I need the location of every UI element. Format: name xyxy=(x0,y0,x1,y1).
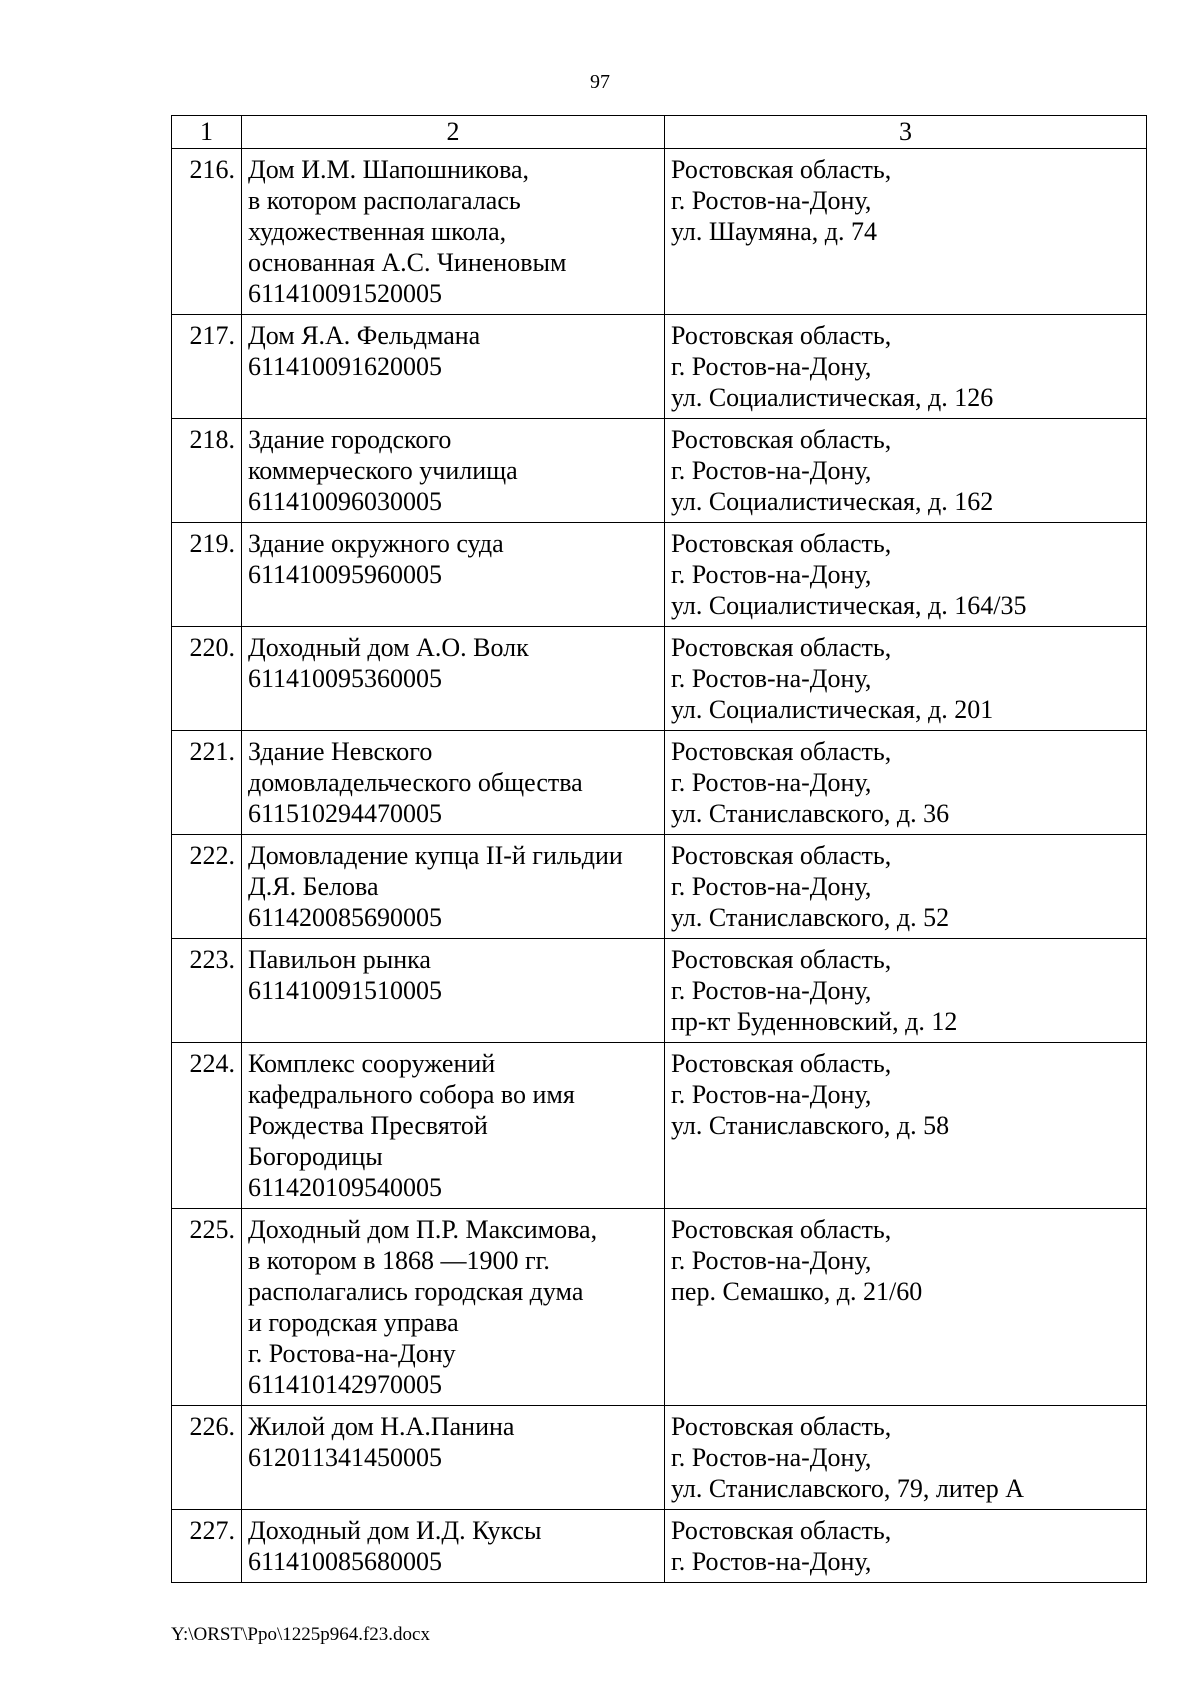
object-address-line: Ростовская область, xyxy=(671,321,892,350)
object-address-line: г. Ростов-на-Дону, xyxy=(671,768,872,797)
object-address-cell xyxy=(665,419,1147,523)
object-address-line: ул. Станиславского, д. 52 xyxy=(671,903,950,932)
row-number: 224. xyxy=(172,1043,242,1209)
footer-file-path: Y:\ORST\Ppo\1225p964.f23.docx xyxy=(171,1624,430,1645)
row-number: 222. xyxy=(172,835,242,939)
object-address-line: ул. Социалистическая, д. 126 xyxy=(671,383,994,412)
object-name-cell xyxy=(242,1209,665,1406)
object-name-line: основанная А.С. Чиненовым xyxy=(248,248,567,277)
page-number: 97 xyxy=(590,71,610,93)
object-address-line: Ростовская область, xyxy=(671,529,892,558)
object-name-line: Богородицы xyxy=(248,1142,383,1171)
object-address-cell xyxy=(665,1510,1147,1583)
object-name-line: Домовладение купца II-й гильдии xyxy=(248,841,623,870)
object-name-line: коммерческого училища xyxy=(248,456,518,485)
object-address-line: ул. Социалистическая, д. 201 xyxy=(671,695,994,724)
object-address-line: Ростовская область, xyxy=(671,633,892,662)
table-row xyxy=(172,1406,1147,1510)
object-address-line: ул. Станиславского, 79, литер А xyxy=(671,1474,1024,1503)
object-address-cell xyxy=(665,523,1147,627)
object-address-line: Ростовская область, xyxy=(671,155,892,184)
table-row xyxy=(172,1043,1147,1209)
object-address-line: Ростовская область, xyxy=(671,1215,892,1244)
object-name-cell xyxy=(242,1406,665,1510)
row-number: 217. xyxy=(172,315,242,419)
object-address-cell xyxy=(665,939,1147,1043)
object-address-cell xyxy=(665,1209,1147,1406)
object-address-cell xyxy=(665,1406,1147,1510)
object-address-line: Ростовская область, xyxy=(671,945,892,974)
object-address-cell xyxy=(665,149,1147,315)
column-header-name: 2 xyxy=(242,116,665,149)
row-number: 227. xyxy=(172,1510,242,1583)
object-name-line: в котором располагалась xyxy=(248,186,521,215)
object-name-cell xyxy=(242,835,665,939)
object-name-line: 611410095360005 xyxy=(248,664,443,693)
row-number: 226. xyxy=(172,1406,242,1510)
object-name-line: г. Ростова-на-Дону xyxy=(248,1339,456,1368)
object-address-line: г. Ростов-на-Дону, xyxy=(671,664,872,693)
object-name-line: Д.Я. Белова xyxy=(248,872,379,901)
object-address-line: пр-кт Буденновский, д. 12 xyxy=(671,1007,958,1036)
object-name-cell xyxy=(242,315,665,419)
row-number: 221. xyxy=(172,731,242,835)
object-address-line: Ростовская область, xyxy=(671,1049,892,1078)
table-row xyxy=(172,1209,1147,1406)
table-header-row xyxy=(172,116,1147,149)
object-address-line: г. Ростов-на-Дону, xyxy=(671,872,872,901)
object-address-line: г. Ростов-на-Дону, xyxy=(671,560,872,589)
object-name-line: Дом Я.А. Фельдмана xyxy=(248,321,481,350)
object-name-cell xyxy=(242,523,665,627)
heritage-registry-table xyxy=(171,115,1147,1583)
object-name-line: 611410091620005 xyxy=(248,352,443,381)
table-row xyxy=(172,1510,1147,1583)
object-address-line: г. Ростов-на-Дону, xyxy=(671,186,872,215)
object-address-line: Ростовская область, xyxy=(671,737,892,766)
row-number: 225. xyxy=(172,1209,242,1406)
row-number: 219. xyxy=(172,523,242,627)
object-name-cell xyxy=(242,1510,665,1583)
column-header-address: 3 xyxy=(665,116,1147,149)
row-number: 223. xyxy=(172,939,242,1043)
object-name-line: Здание Невского xyxy=(248,737,433,766)
object-address-line: ул. Социалистическая, д. 162 xyxy=(671,487,994,516)
object-name-line: Доходный дом А.О. Волк xyxy=(248,633,529,662)
object-address-line: ул. Шаумяна, д. 74 xyxy=(671,217,878,246)
object-address-line: ул. Станиславского, д. 36 xyxy=(671,799,950,828)
column-header-number: 1 xyxy=(172,116,242,149)
object-address-cell xyxy=(665,1043,1147,1209)
object-address-line: Ростовская область, xyxy=(671,1412,892,1441)
table-row xyxy=(172,419,1147,523)
row-number: 216. xyxy=(172,149,242,315)
table-row xyxy=(172,835,1147,939)
object-name-cell xyxy=(242,149,665,315)
table-row xyxy=(172,731,1147,835)
object-address-line: Ростовская область, xyxy=(671,425,892,454)
table-row xyxy=(172,149,1147,315)
object-name-cell xyxy=(242,731,665,835)
table-row xyxy=(172,523,1147,627)
object-address-line: г. Ростов-на-Дону, xyxy=(671,1246,872,1275)
object-address-cell xyxy=(665,315,1147,419)
object-name-cell xyxy=(242,419,665,523)
object-name-line: располагались городская дума xyxy=(248,1277,584,1306)
object-address-line: г. Ростов-на-Дону, xyxy=(671,456,872,485)
object-address-line: г. Ростов-на-Дону, xyxy=(671,352,872,381)
object-name-line: 611420085690005 xyxy=(248,903,443,932)
object-address-cell xyxy=(665,731,1147,835)
object-address-line: ул. Станиславского, д. 58 xyxy=(671,1111,950,1140)
object-name-line: Дом И.М. Шапошникова, xyxy=(248,155,530,184)
object-address-line: пер. Семашко, д. 21/60 xyxy=(671,1277,923,1306)
object-name-line: Жилой дом Н.А.Панина xyxy=(248,1412,515,1441)
object-name-line: 611410096030005 xyxy=(248,487,443,516)
object-name-line: Здание городского xyxy=(248,425,452,454)
object-address-line: Ростовская область, xyxy=(671,1516,892,1545)
table-row xyxy=(172,627,1147,731)
object-name-line: 611410095960005 xyxy=(248,560,443,589)
object-name-line: художественная школа, xyxy=(248,217,507,246)
object-name-line: 611510294470005 xyxy=(248,799,443,828)
object-name-line: Доходный дом И.Д. Куксы xyxy=(248,1516,542,1545)
object-name-cell xyxy=(242,939,665,1043)
object-address-line: г. Ростов-на-Дону, xyxy=(671,1547,872,1576)
object-address-line: ул. Социалистическая, д. 164/35 xyxy=(671,591,1027,620)
object-address-cell xyxy=(665,627,1147,731)
object-name-line: Доходный дом П.Р. Максимова, xyxy=(248,1215,598,1244)
object-name-line: домовладельческого общества xyxy=(248,768,583,797)
object-address-line: г. Ростов-на-Дону, xyxy=(671,1443,872,1472)
object-name-cell xyxy=(242,627,665,731)
object-name-line: Здание окружного суда xyxy=(248,529,504,558)
object-name-line: 612011341450005 xyxy=(248,1443,443,1472)
object-name-cell xyxy=(242,1043,665,1209)
object-address-line: г. Ростов-на-Дону, xyxy=(671,976,872,1005)
object-name-line: в котором в 1868 —1900 гг. xyxy=(248,1246,550,1275)
object-name-line: 611410085680005 xyxy=(248,1547,443,1576)
object-name-line: 611410091510005 xyxy=(248,976,443,1005)
object-name-line: 611420109540005 xyxy=(248,1173,443,1202)
table-row xyxy=(172,315,1147,419)
object-name-line: и городская управа xyxy=(248,1308,459,1337)
object-name-line: кафедрального собора во имя xyxy=(248,1080,575,1109)
object-name-line: 611410091520005 xyxy=(248,279,443,308)
object-name-line: 611410142970005 xyxy=(248,1370,443,1399)
object-name-line: Комплекс сооружений xyxy=(248,1049,496,1078)
object-address-line: г. Ростов-на-Дону, xyxy=(671,1080,872,1109)
object-name-line: Павильон рынка xyxy=(248,945,431,974)
object-address-line: Ростовская область, xyxy=(671,841,892,870)
table-body xyxy=(172,149,1147,1583)
row-number: 218. xyxy=(172,419,242,523)
table-row xyxy=(172,939,1147,1043)
object-name-line: Рождества Пресвятой xyxy=(248,1111,488,1140)
row-number: 220. xyxy=(172,627,242,731)
object-address-cell xyxy=(665,835,1147,939)
